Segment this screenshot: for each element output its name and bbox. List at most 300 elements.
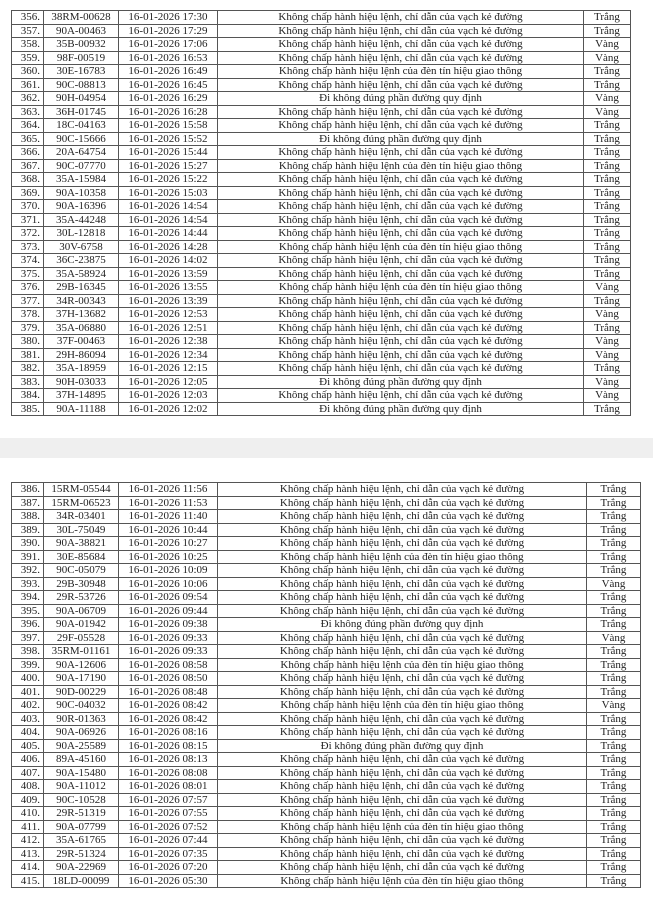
plate-color: Vàng bbox=[584, 375, 631, 389]
plate-color: Trắng bbox=[587, 496, 641, 510]
plate-color: Trắng bbox=[584, 132, 631, 146]
table-row bbox=[12, 267, 631, 281]
license-plate: 20A-64754 bbox=[44, 146, 119, 160]
row-number: 406. bbox=[12, 753, 44, 767]
table-row bbox=[12, 537, 641, 551]
violation-description: Không chấp hành hiệu lệnh, chỉ dẫn của vạch kẻ đường bbox=[218, 712, 587, 726]
violation-time: 16-01-2026 12:03 bbox=[119, 389, 218, 403]
plate-color: Vàng bbox=[587, 631, 641, 645]
license-plate: 35B-00932 bbox=[44, 38, 119, 52]
violation-time: 16-01-2026 13:59 bbox=[119, 267, 218, 281]
row-number: 400. bbox=[12, 672, 44, 686]
violation-description: Không chấp hành hiệu lệnh, chỉ dẫn của vạch kẻ đường bbox=[218, 861, 587, 875]
violation-time: 16-01-2026 17:29 bbox=[119, 24, 218, 38]
violation-time: 16-01-2026 11:53 bbox=[119, 496, 218, 510]
license-plate: 29R-53726 bbox=[44, 591, 119, 605]
violation-time: 16-01-2026 08:01 bbox=[119, 780, 218, 794]
table-row bbox=[12, 645, 641, 659]
violation-time: 16-01-2026 07:55 bbox=[119, 807, 218, 821]
row-number: 415. bbox=[12, 874, 44, 888]
violation-description: Không chấp hành hiệu lệnh của đèn tín hiệu giao thông bbox=[218, 159, 584, 173]
row-number: 405. bbox=[12, 739, 44, 753]
violation-time: 16-01-2026 10:44 bbox=[119, 523, 218, 537]
violation-description: Không chấp hành hiệu lệnh, chỉ dẫn của vạch kẻ đường bbox=[218, 78, 584, 92]
row-number: 381. bbox=[12, 348, 44, 362]
violation-description: Không chấp hành hiệu lệnh, chỉ dẫn của vạch kẻ đường bbox=[218, 577, 587, 591]
row-number: 401. bbox=[12, 685, 44, 699]
violation-description: Không chấp hành hiệu lệnh, chỉ dẫn của vạch kẻ đường bbox=[218, 726, 587, 740]
license-plate: 29R-51324 bbox=[44, 847, 119, 861]
plate-color: Trắng bbox=[587, 753, 641, 767]
violation-description: Không chấp hành hiệu lệnh của đèn tín hiệu giao thông bbox=[218, 874, 587, 888]
violation-time: 16-01-2026 12:02 bbox=[119, 402, 218, 416]
violation-time: 16-01-2026 12:38 bbox=[119, 335, 218, 349]
violation-description: Không chấp hành hiệu lệnh, chỉ dẫn của vạch kẻ đường bbox=[218, 483, 587, 497]
plate-color: Trắng bbox=[584, 24, 631, 38]
violation-description: Không chấp hành hiệu lệnh, chỉ dẫn của vạch kẻ đường bbox=[218, 834, 587, 848]
violation-description: Không chấp hành hiệu lệnh, chỉ dẫn của vạch kẻ đường bbox=[218, 362, 584, 376]
violation-description: Không chấp hành hiệu lệnh, chỉ dẫn của vạch kẻ đường bbox=[218, 294, 584, 308]
table-row bbox=[12, 591, 641, 605]
row-number: 379. bbox=[12, 321, 44, 335]
table-row bbox=[12, 173, 631, 187]
violation-description: Không chấp hành hiệu lệnh, chỉ dẫn của vạch kẻ đường bbox=[218, 308, 584, 322]
row-number: 372. bbox=[12, 227, 44, 241]
row-number: 387. bbox=[12, 496, 44, 510]
violation-description: Không chấp hành hiệu lệnh, chỉ dẫn của vạch kẻ đường bbox=[218, 591, 587, 605]
violation-description: Đi không đúng phần đường quy định bbox=[218, 375, 584, 389]
violation-time: 16-01-2026 07:44 bbox=[119, 834, 218, 848]
row-number: 358. bbox=[12, 38, 44, 52]
page-separator bbox=[0, 438, 653, 458]
plate-color: Vàng bbox=[587, 577, 641, 591]
violation-description: Không chấp hành hiệu lệnh, chỉ dẫn của vạch kẻ đường bbox=[218, 523, 587, 537]
violation-time: 16-01-2026 07:57 bbox=[119, 793, 218, 807]
violation-time: 16-01-2026 11:40 bbox=[119, 510, 218, 524]
table-row bbox=[12, 564, 641, 578]
row-number: 407. bbox=[12, 766, 44, 780]
plate-color: Trắng bbox=[587, 645, 641, 659]
plate-color: Trắng bbox=[584, 146, 631, 160]
license-plate: 30E-85684 bbox=[44, 550, 119, 564]
violation-time: 16-01-2026 07:35 bbox=[119, 847, 218, 861]
table-row bbox=[12, 753, 641, 767]
plate-color: Trắng bbox=[587, 726, 641, 740]
table-row bbox=[12, 604, 641, 618]
license-plate: 29B-30948 bbox=[44, 577, 119, 591]
violation-time: 16-01-2026 17:30 bbox=[119, 11, 218, 25]
row-number: 383. bbox=[12, 375, 44, 389]
table-row bbox=[12, 523, 641, 537]
violation-description: Không chấp hành hiệu lệnh, chỉ dẫn của vạch kẻ đường bbox=[218, 200, 584, 214]
violation-description: Không chấp hành hiệu lệnh của đèn tín hiệu giao thông bbox=[218, 550, 587, 564]
license-plate: 90D-00229 bbox=[44, 685, 119, 699]
plate-color: Trắng bbox=[584, 227, 631, 241]
violations-table-part-2 bbox=[11, 482, 641, 888]
plate-color: Trắng bbox=[584, 78, 631, 92]
plate-color: Trắng bbox=[587, 658, 641, 672]
license-plate: 90C-04032 bbox=[44, 699, 119, 713]
violation-description: Không chấp hành hiệu lệnh, chỉ dẫn của vạch kẻ đường bbox=[218, 335, 584, 349]
table-row bbox=[12, 685, 641, 699]
violation-time: 16-01-2026 12:51 bbox=[119, 321, 218, 335]
table-row bbox=[12, 335, 631, 349]
violation-description: Không chấp hành hiệu lệnh, chỉ dẫn của vạch kẻ đường bbox=[218, 807, 587, 821]
plate-color: Trắng bbox=[584, 200, 631, 214]
row-number: 413. bbox=[12, 847, 44, 861]
violation-time: 16-01-2026 10:06 bbox=[119, 577, 218, 591]
violation-description: Không chấp hành hiệu lệnh, chỉ dẫn của vạch kẻ đường bbox=[218, 227, 584, 241]
license-plate: 29B-16345 bbox=[44, 281, 119, 295]
violation-time: 16-01-2026 13:55 bbox=[119, 281, 218, 295]
table-row bbox=[12, 146, 631, 160]
row-number: 369. bbox=[12, 186, 44, 200]
plate-color: Trắng bbox=[584, 11, 631, 25]
license-plate: 36H-01745 bbox=[44, 105, 119, 119]
violation-description: Không chấp hành hiệu lệnh, chỉ dẫn của vạch kẻ đường bbox=[218, 537, 587, 551]
violation-time: 16-01-2026 13:39 bbox=[119, 294, 218, 308]
license-plate: 18LD-00099 bbox=[44, 874, 119, 888]
violation-description: Không chấp hành hiệu lệnh, chỉ dẫn của vạch kẻ đường bbox=[218, 645, 587, 659]
table-row bbox=[12, 348, 631, 362]
row-number: 392. bbox=[12, 564, 44, 578]
violation-time: 16-01-2026 09:33 bbox=[119, 631, 218, 645]
row-number: 414. bbox=[12, 861, 44, 875]
table-row bbox=[12, 631, 641, 645]
table-row bbox=[12, 24, 631, 38]
plate-color: Trắng bbox=[584, 402, 631, 416]
row-number: 390. bbox=[12, 537, 44, 551]
violation-time: 16-01-2026 16:53 bbox=[119, 51, 218, 65]
license-plate: 90A-01942 bbox=[44, 618, 119, 632]
plate-color: Trắng bbox=[587, 766, 641, 780]
table-row bbox=[12, 402, 631, 416]
table-row bbox=[12, 200, 631, 214]
violation-description: Đi không đúng phần đường quy định bbox=[218, 402, 584, 416]
license-plate: 29F-05528 bbox=[44, 631, 119, 645]
violation-time: 16-01-2026 09:54 bbox=[119, 591, 218, 605]
license-plate: 30L-12818 bbox=[44, 227, 119, 241]
violation-time: 16-01-2026 16:29 bbox=[119, 92, 218, 106]
license-plate: 90A-25589 bbox=[44, 739, 119, 753]
violation-time: 16-01-2026 07:20 bbox=[119, 861, 218, 875]
row-number: 398. bbox=[12, 645, 44, 659]
table-row bbox=[12, 780, 641, 794]
license-plate: 35A-44248 bbox=[44, 213, 119, 227]
violation-description: Không chấp hành hiệu lệnh, chỉ dẫn của vạch kẻ đường bbox=[218, 51, 584, 65]
violation-time: 16-01-2026 08:15 bbox=[119, 739, 218, 753]
license-plate: 98F-00519 bbox=[44, 51, 119, 65]
row-number: 367. bbox=[12, 159, 44, 173]
violation-time: 16-01-2026 12:34 bbox=[119, 348, 218, 362]
violation-description: Không chấp hành hiệu lệnh, chỉ dẫn của vạch kẻ đường bbox=[218, 753, 587, 767]
violation-time: 16-01-2026 15:58 bbox=[119, 119, 218, 133]
row-number: 403. bbox=[12, 712, 44, 726]
table-row bbox=[12, 807, 641, 821]
table-row bbox=[12, 834, 641, 848]
violation-time: 16-01-2026 08:13 bbox=[119, 753, 218, 767]
table-row bbox=[12, 699, 641, 713]
violation-time: 16-01-2026 15:44 bbox=[119, 146, 218, 160]
row-number: 363. bbox=[12, 105, 44, 119]
row-number: 380. bbox=[12, 335, 44, 349]
license-plate: 37F-00463 bbox=[44, 335, 119, 349]
table-row bbox=[12, 496, 641, 510]
row-number: 368. bbox=[12, 173, 44, 187]
violation-time: 16-01-2026 15:03 bbox=[119, 186, 218, 200]
plate-color: Trắng bbox=[587, 874, 641, 888]
plate-color: Trắng bbox=[587, 712, 641, 726]
row-number: 397. bbox=[12, 631, 44, 645]
plate-color: Trắng bbox=[587, 793, 641, 807]
license-plate: 35A-18959 bbox=[44, 362, 119, 376]
table-row bbox=[12, 213, 631, 227]
license-plate: 90A-12606 bbox=[44, 658, 119, 672]
plate-color: Vàng bbox=[584, 308, 631, 322]
violation-description: Không chấp hành hiệu lệnh, chỉ dẫn của vạch kẻ đường bbox=[218, 389, 584, 403]
violation-description: Không chấp hành hiệu lệnh của đèn tín hiệu giao thông bbox=[218, 281, 584, 295]
violation-description: Không chấp hành hiệu lệnh, chỉ dẫn của vạch kẻ đường bbox=[218, 38, 584, 52]
table-row bbox=[12, 294, 631, 308]
plate-color: Trắng bbox=[584, 173, 631, 187]
plate-color: Trắng bbox=[587, 604, 641, 618]
violation-description: Không chấp hành hiệu lệnh, chỉ dẫn của vạch kẻ đường bbox=[218, 685, 587, 699]
violation-description: Không chấp hành hiệu lệnh, chỉ dẫn của vạch kẻ đường bbox=[218, 348, 584, 362]
table-row bbox=[12, 119, 631, 133]
license-plate: 90R-01363 bbox=[44, 712, 119, 726]
row-number: 356. bbox=[12, 11, 44, 25]
plate-color: Trắng bbox=[584, 321, 631, 335]
license-plate: 90A-10358 bbox=[44, 186, 119, 200]
license-plate: 15RM-06523 bbox=[44, 496, 119, 510]
table-row bbox=[12, 78, 631, 92]
table-row bbox=[12, 132, 631, 146]
license-plate: 90A-22969 bbox=[44, 861, 119, 875]
violation-description: Đi không đúng phần đường quy định bbox=[218, 739, 587, 753]
plate-color: Trắng bbox=[587, 847, 641, 861]
table-row bbox=[12, 510, 641, 524]
plate-color: Trắng bbox=[587, 820, 641, 834]
row-number: 366. bbox=[12, 146, 44, 160]
table-row bbox=[12, 92, 631, 106]
license-plate: 90H-04954 bbox=[44, 92, 119, 106]
license-plate: 90H-03033 bbox=[44, 375, 119, 389]
license-plate: 90A-11188 bbox=[44, 402, 119, 416]
violation-time: 16-01-2026 14:54 bbox=[119, 200, 218, 214]
license-plate: 35RM-01161 bbox=[44, 645, 119, 659]
violation-description: Đi không đúng phần đường quy định bbox=[218, 92, 584, 106]
table-row bbox=[12, 658, 641, 672]
row-number: 360. bbox=[12, 65, 44, 79]
table-row bbox=[12, 105, 631, 119]
license-plate: 90C-15666 bbox=[44, 132, 119, 146]
plate-color: Trắng bbox=[587, 523, 641, 537]
table-row bbox=[12, 281, 631, 295]
row-number: 357. bbox=[12, 24, 44, 38]
plate-color: Trắng bbox=[584, 294, 631, 308]
license-plate: 90C-10528 bbox=[44, 793, 119, 807]
violation-description: Không chấp hành hiệu lệnh của đèn tín hiệu giao thông bbox=[218, 820, 587, 834]
plate-color: Trắng bbox=[584, 254, 631, 268]
violation-description: Không chấp hành hiệu lệnh, chỉ dẫn của vạch kẻ đường bbox=[218, 496, 587, 510]
violation-time: 16-01-2026 08:42 bbox=[119, 699, 218, 713]
violation-time: 16-01-2026 09:38 bbox=[119, 618, 218, 632]
plate-color: Trắng bbox=[587, 550, 641, 564]
plate-color: Trắng bbox=[587, 564, 641, 578]
violation-time: 16-01-2026 08:42 bbox=[119, 712, 218, 726]
violation-description: Không chấp hành hiệu lệnh, chỉ dẫn của vạch kẻ đường bbox=[218, 604, 587, 618]
row-number: 402. bbox=[12, 699, 44, 713]
violation-time: 16-01-2026 14:28 bbox=[119, 240, 218, 254]
plate-color: Vàng bbox=[584, 348, 631, 362]
license-plate: 90A-06709 bbox=[44, 604, 119, 618]
row-number: 382. bbox=[12, 362, 44, 376]
row-number: 408. bbox=[12, 780, 44, 794]
table-row bbox=[12, 375, 631, 389]
license-plate: 90A-15480 bbox=[44, 766, 119, 780]
table-row bbox=[12, 766, 641, 780]
plate-color: Trắng bbox=[587, 807, 641, 821]
plate-color: Trắng bbox=[584, 119, 631, 133]
violation-time: 16-01-2026 12:53 bbox=[119, 308, 218, 322]
plate-color: Trắng bbox=[584, 267, 631, 281]
plate-color: Trắng bbox=[584, 186, 631, 200]
violation-time: 16-01-2026 08:08 bbox=[119, 766, 218, 780]
violation-time: 16-01-2026 08:48 bbox=[119, 685, 218, 699]
violation-time: 16-01-2026 15:52 bbox=[119, 132, 218, 146]
violation-description: Không chấp hành hiệu lệnh, chỉ dẫn của vạch kẻ đường bbox=[218, 847, 587, 861]
plate-color: Trắng bbox=[584, 65, 631, 79]
row-number: 378. bbox=[12, 308, 44, 322]
plate-color: Vàng bbox=[584, 335, 631, 349]
row-number: 364. bbox=[12, 119, 44, 133]
table-row bbox=[12, 321, 631, 335]
table-row bbox=[12, 389, 631, 403]
violation-time: 16-01-2026 10:09 bbox=[119, 564, 218, 578]
violation-time: 16-01-2026 10:25 bbox=[119, 550, 218, 564]
plate-color: Trắng bbox=[587, 591, 641, 605]
license-plate: 38RM-00628 bbox=[44, 11, 119, 25]
plate-color: Trắng bbox=[587, 739, 641, 753]
row-number: 376. bbox=[12, 281, 44, 295]
violation-description: Không chấp hành hiệu lệnh, chỉ dẫn của vạch kẻ đường bbox=[218, 213, 584, 227]
table-row bbox=[12, 550, 641, 564]
license-plate: 90A-11012 bbox=[44, 780, 119, 794]
violation-description: Không chấp hành hiệu lệnh của đèn tín hiệu giao thông bbox=[218, 65, 584, 79]
violation-time: 16-01-2026 14:54 bbox=[119, 213, 218, 227]
row-number: 395. bbox=[12, 604, 44, 618]
violation-description: Không chấp hành hiệu lệnh, chỉ dẫn của vạch kẻ đường bbox=[218, 173, 584, 187]
plate-color: Trắng bbox=[584, 362, 631, 376]
table-row bbox=[12, 362, 631, 376]
plate-color: Trắng bbox=[587, 510, 641, 524]
plate-color: Trắng bbox=[584, 240, 631, 254]
license-plate: 90A-38821 bbox=[44, 537, 119, 551]
violation-description: Không chấp hành hiệu lệnh, chỉ dẫn của vạch kẻ đường bbox=[218, 564, 587, 578]
row-number: 409. bbox=[12, 793, 44, 807]
plate-color: Trắng bbox=[587, 672, 641, 686]
row-number: 410. bbox=[12, 807, 44, 821]
table-row bbox=[12, 672, 641, 686]
violation-time: 16-01-2026 08:16 bbox=[119, 726, 218, 740]
violation-description: Không chấp hành hiệu lệnh, chỉ dẫn của vạch kẻ đường bbox=[218, 672, 587, 686]
row-number: 384. bbox=[12, 389, 44, 403]
violation-description: Không chấp hành hiệu lệnh, chỉ dẫn của vạch kẻ đường bbox=[218, 321, 584, 335]
violations-table-part-1 bbox=[11, 10, 631, 416]
row-number: 365. bbox=[12, 132, 44, 146]
violation-time: 16-01-2026 07:52 bbox=[119, 820, 218, 834]
row-number: 370. bbox=[12, 200, 44, 214]
violation-time: 16-01-2026 08:50 bbox=[119, 672, 218, 686]
violation-description: Đi không đúng phần đường quy định bbox=[218, 132, 584, 146]
plate-color: Vàng bbox=[584, 38, 631, 52]
table-row bbox=[12, 38, 631, 52]
license-plate: 34R-00343 bbox=[44, 294, 119, 308]
license-plate: 90A-16396 bbox=[44, 200, 119, 214]
plate-color: Trắng bbox=[584, 159, 631, 173]
violation-description: Không chấp hành hiệu lệnh, chỉ dẫn của vạch kẻ đường bbox=[218, 267, 584, 281]
table-row bbox=[12, 254, 631, 268]
plate-color: Trắng bbox=[587, 861, 641, 875]
table-row bbox=[12, 820, 641, 834]
violation-time: 16-01-2026 11:56 bbox=[119, 483, 218, 497]
license-plate: 90C-08813 bbox=[44, 78, 119, 92]
row-number: 396. bbox=[12, 618, 44, 632]
table-row bbox=[12, 861, 641, 875]
table-row bbox=[12, 726, 641, 740]
violation-description: Không chấp hành hiệu lệnh, chỉ dẫn của vạch kẻ đường bbox=[218, 510, 587, 524]
license-plate: 15RM-05544 bbox=[44, 483, 119, 497]
row-number: 404. bbox=[12, 726, 44, 740]
violation-time: 16-01-2026 16:28 bbox=[119, 105, 218, 119]
license-plate: 30V-6758 bbox=[44, 240, 119, 254]
license-plate: 35A-61765 bbox=[44, 834, 119, 848]
row-number: 393. bbox=[12, 577, 44, 591]
plate-color: Trắng bbox=[587, 834, 641, 848]
violation-time: 16-01-2026 10:27 bbox=[119, 537, 218, 551]
license-plate: 37H-13682 bbox=[44, 308, 119, 322]
table-row bbox=[12, 483, 641, 497]
table-row bbox=[12, 186, 631, 200]
license-plate: 90A-07799 bbox=[44, 820, 119, 834]
violation-time: 16-01-2026 15:27 bbox=[119, 159, 218, 173]
row-number: 375. bbox=[12, 267, 44, 281]
table-row bbox=[12, 739, 641, 753]
plate-color: Trắng bbox=[587, 483, 641, 497]
row-number: 373. bbox=[12, 240, 44, 254]
violation-description: Không chấp hành hiệu lệnh của đèn tín hiệu giao thông bbox=[218, 658, 587, 672]
violation-description: Không chấp hành hiệu lệnh, chỉ dẫn của vạch kẻ đường bbox=[218, 11, 584, 25]
row-number: 389. bbox=[12, 523, 44, 537]
violation-time: 16-01-2026 12:15 bbox=[119, 362, 218, 376]
row-number: 371. bbox=[12, 213, 44, 227]
row-number: 374. bbox=[12, 254, 44, 268]
violation-description: Không chấp hành hiệu lệnh, chỉ dẫn của vạch kẻ đường bbox=[218, 146, 584, 160]
plate-color: Vàng bbox=[584, 92, 631, 106]
row-number: 386. bbox=[12, 483, 44, 497]
row-number: 391. bbox=[12, 550, 44, 564]
violation-description: Không chấp hành hiệu lệnh, chỉ dẫn của vạch kẻ đường bbox=[218, 766, 587, 780]
violation-time: 16-01-2026 12:05 bbox=[119, 375, 218, 389]
license-plate: 29R-51319 bbox=[44, 807, 119, 821]
row-number: 411. bbox=[12, 820, 44, 834]
license-plate: 35A-58924 bbox=[44, 267, 119, 281]
violation-description: Không chấp hành hiệu lệnh, chỉ dẫn của vạch kẻ đường bbox=[218, 793, 587, 807]
license-plate: 35A-15984 bbox=[44, 173, 119, 187]
plate-color: Vàng bbox=[584, 281, 631, 295]
plate-color: Vàng bbox=[587, 699, 641, 713]
table-row bbox=[12, 874, 641, 888]
